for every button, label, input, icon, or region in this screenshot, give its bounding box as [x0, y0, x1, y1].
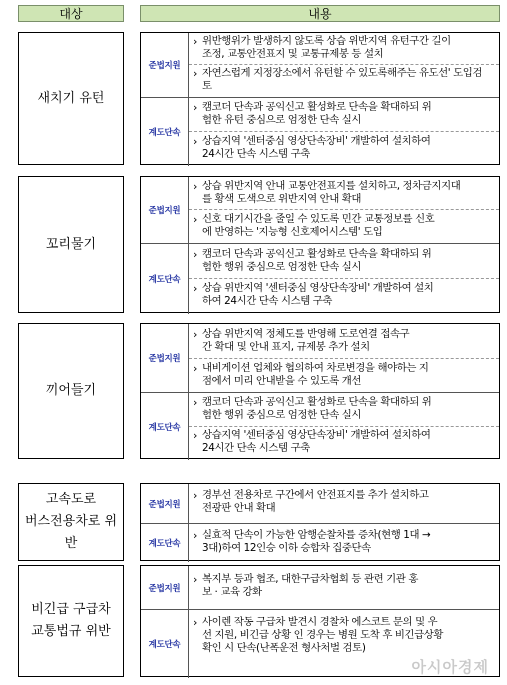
support-tag: 준법지원 — [148, 354, 181, 364]
list-item: › 사이렌 작동 구급차 발견시 경찰차 에스코트 문의 및 우 선 지원, 비긴급 상황 인 경우는 병원 도착 후 비긴급상황 확인 시 단속(난폭운전 형사처벌 검토) — [193, 616, 496, 656]
support-tag: 준법지원 — [148, 583, 181, 594]
support-section — [141, 33, 499, 97]
enforce-tag: 계도단속 — [148, 640, 181, 650]
list-item: › 상습지역 '센터중심 영상단속장비' 개발하여 설치하여 24시간 단속 시스템 구축 — [193, 429, 496, 455]
support-section — [141, 177, 499, 243]
category-cell: 끼어들기 — [18, 323, 124, 459]
list-item: › 상습지역 '센터중심 영상단속장비' 개발하여 설치하여 24시간 단속 시스템 구축 — [193, 135, 496, 161]
list-item: › 위반행위가 발생하지 않도록 상습 위반지역 유턴구간 길이 조정, 교통안전표지 및 교통규제봉 등 설치 — [193, 35, 496, 61]
list-item: › 캠코더 단속과 공익신고 활성화로 단속을 확대하되 위 험한 유턴 중심으로 엄정한 단속 실시 — [193, 101, 496, 127]
enforce-section — [141, 97, 499, 166]
category-cell: 새치기 유턴 — [18, 32, 124, 165]
support-tag: 준법지원 — [148, 61, 181, 71]
support-tag: 준법지원 — [148, 499, 181, 510]
enforce-section — [141, 523, 499, 562]
list-item: › 상습 위반지역 안내 교통안전표지를 설치하고, 정차금지지대 를 황색 도색으로 위반지역 안내 확대 — [193, 180, 496, 206]
list-item: › 캠코더 단속과 공익신고 활성화로 단속을 확대하되 위 험한 행위 중심으로 엄정한 단속 실시 — [193, 396, 496, 422]
support-tag: 준법지원 — [148, 206, 181, 216]
list-item: › 복지부 등과 협조, 대한구급차협회 등 관련 기관 홍 보 · 교육 강화 — [193, 573, 496, 599]
support-section — [141, 324, 499, 392]
list-item: › 경부선 전용차로 구간에서 안전표지를 추가 설치하고 전광판 안내 확대 — [193, 489, 496, 515]
list-item: › 상습 위반지역 '센터중심 영상단속장비' 개발하여 설치 하여 24시간 단속 시스템 구축 — [193, 282, 496, 308]
support-section — [141, 484, 499, 523]
list-item: › 캠코더 단속과 공익신고 활성화로 단속을 확대하되 위 험한 행위 중심으로 엄정한 단속 실시 — [193, 248, 496, 274]
category-cell: 비긴급 구급차 교통법규 위반 — [18, 565, 124, 677]
enforce-tag: 계도단속 — [148, 275, 181, 285]
list-item: › 상습 위반지역 정체도를 반영해 도로연결 접속구 간 확대 및 안내 표지, 규제봉 추가 설치 — [193, 328, 496, 354]
category-cell: 꼬리물기 — [18, 176, 124, 313]
content-cell — [140, 32, 500, 165]
list-item: › 내비게이션 업체와 협의하여 차로변경을 해야하는 지 점에서 미리 안내받을 수 있도록 개선 — [193, 362, 496, 388]
enforce-tag: 계도단속 — [148, 128, 181, 138]
enforce-tag: 계도단속 — [148, 539, 181, 549]
enforce-section — [141, 243, 499, 314]
header-content: 내용 — [140, 5, 500, 22]
enforce-tag: 계도단속 — [148, 422, 181, 433]
content-cell — [140, 176, 500, 313]
category-cell: 고속도로 버스전용차로 위반 — [18, 483, 124, 561]
header-target: 대상 — [18, 5, 124, 22]
content-cell — [140, 483, 500, 561]
support-section — [141, 566, 499, 609]
content-cell — [140, 323, 500, 459]
enforce-section — [141, 392, 499, 460]
list-item: › 자연스럽게 지정장소에서 유턴할 수 있도록해주는 유도선' 도입검 토 — [193, 67, 496, 93]
watermark: 아시아경제 — [411, 658, 489, 676]
list-item: › 실효적 단속이 가능한 암행순찰차를 증차(현행 1대 → 3대)하여 12인승 이하 승합차 집중단속 — [193, 529, 496, 555]
list-item: › 신호 대기시간을 줄일 수 있도록 민간 교통정보를 신호 에 반영하는 '지능형 신호제어시스템' 도입 — [193, 213, 496, 239]
